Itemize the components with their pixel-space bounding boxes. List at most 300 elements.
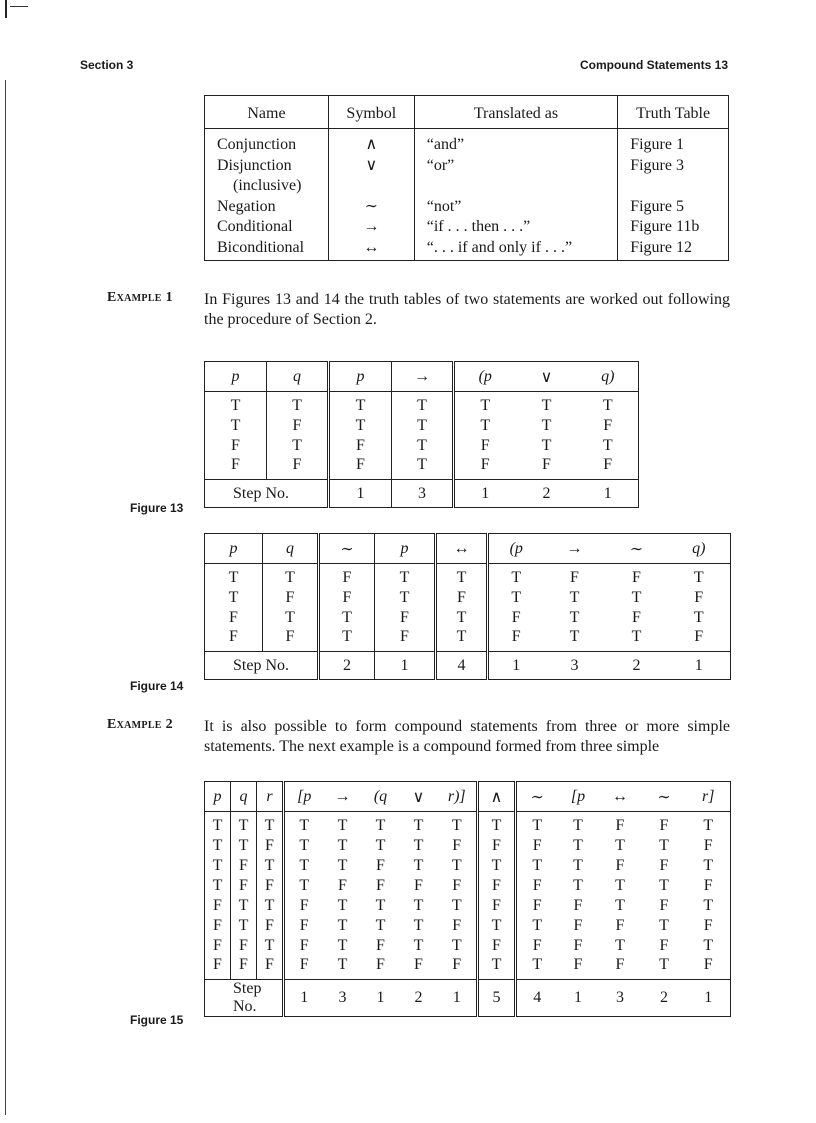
truth-value-cell: T [659, 956, 669, 974]
truth-value-cell: F [694, 588, 704, 606]
truth-table-header-cell: p [205, 362, 267, 392]
truth-value-cell: T [375, 588, 436, 608]
truth-value-cell: T [267, 392, 329, 416]
truth-value-cell: F [573, 896, 583, 914]
truth-value-cell: T [284, 836, 324, 856]
step-number-label: Step No. [205, 980, 284, 1017]
truth-table-row [205, 628, 731, 652]
truth-value-cell: T [212, 816, 223, 834]
truth-value-cell: T [257, 936, 284, 956]
truth-table-header-cell: p [205, 534, 263, 564]
truth-value-cell: F [478, 936, 516, 956]
step-number-label: Step No. [205, 480, 329, 508]
truth-value-cell: T [375, 836, 386, 854]
truth-value-cell: T [231, 812, 257, 836]
truth-value-cell: F [229, 628, 238, 646]
truth-value-cell: F [284, 896, 324, 916]
truth-value-cell: F [573, 916, 583, 934]
truth-value-cell: F [478, 896, 516, 916]
truth-value-cell: T [212, 856, 223, 874]
connective-name: Conjunction [217, 136, 297, 153]
truth-value-cell: T [231, 836, 257, 856]
truth-value-cell: T [488, 588, 544, 608]
step-number-cell: 1 [329, 480, 392, 508]
truth-value-cell: T [436, 608, 488, 628]
truth-value-cell: T [413, 856, 424, 874]
truth-table-header-cell: ↔ [599, 782, 642, 812]
truth-value-cell: F [263, 628, 319, 652]
truth-value-cell: T [541, 436, 552, 454]
truth-table-header-cell: ∧ [478, 782, 516, 812]
step-number-cell: 1 [438, 980, 478, 1017]
truth-value-cell: F [329, 456, 392, 480]
truth-value-cell: T [230, 416, 241, 434]
truth-value-cell: T [337, 816, 348, 834]
connective-figure [618, 176, 729, 197]
step-number-cell: 2 [400, 980, 438, 1017]
truth-value-cell: F [375, 628, 436, 652]
truth-value-cell: T [602, 436, 613, 454]
scan-edge-mark [5, 0, 7, 18]
connective-figure: Figure 5 [618, 197, 729, 218]
step-number-cell: 3 [599, 980, 642, 1017]
truth-value-cell: T [230, 396, 241, 414]
connective-figure: Figure 1 [618, 129, 729, 156]
truth-value-cell: T [615, 836, 625, 854]
truth-table-header-cell: ∨ [400, 782, 438, 812]
truth-table-row [205, 856, 731, 876]
figure-15-truth-table [204, 781, 731, 1017]
step-number-cell: 1 [668, 652, 731, 680]
truth-value-cell: T [375, 916, 386, 934]
truth-value-cell: F [703, 836, 713, 854]
truth-table-header-cell: ∼ [516, 782, 558, 812]
summary-row [205, 238, 729, 261]
truth-value-cell: T [284, 876, 324, 896]
truth-value-cell: F [284, 956, 324, 980]
truth-table-header-cell: r] [687, 782, 731, 812]
truth-value-cell: T [516, 916, 558, 936]
truth-value-cell: F [452, 916, 462, 934]
truth-table-header-cell: (p [488, 534, 544, 564]
truth-value-cell: F [632, 608, 641, 626]
truth-value-cell: T [631, 588, 642, 606]
connectives-summary-table [204, 95, 729, 261]
truth-value-cell: T [488, 564, 544, 588]
truth-table-header-row [205, 534, 731, 564]
truth-value-cell: T [228, 588, 239, 606]
truth-table-header-cell: (q [362, 782, 400, 812]
truth-value-cell: T [693, 608, 704, 626]
summary-row [205, 176, 729, 197]
truth-value-cell: T [284, 856, 324, 876]
connective-symbol: ∼ [328, 197, 414, 218]
truth-value-cell: T [337, 856, 348, 874]
truth-table-header-cell: (p [454, 362, 516, 392]
step-number-cell: 4 [436, 652, 488, 680]
truth-value-cell: F [213, 916, 222, 934]
truth-value-cell: F [284, 936, 324, 956]
figure-15-label: Figure 15 [130, 1013, 184, 1027]
truth-value-cell: T [451, 856, 462, 874]
truth-value-cell: T [257, 896, 284, 916]
truth-value-cell: F [376, 956, 385, 974]
step-number-cell: 2 [319, 652, 375, 680]
scan-edge-tick [10, 6, 28, 7]
truth-value-cell: F [603, 416, 613, 434]
truth-table-row [205, 608, 731, 628]
truth-value-cell: T [337, 956, 348, 974]
truth-value-cell: F [375, 608, 436, 628]
truth-value-cell: F [570, 568, 579, 586]
truth-value-cell: F [452, 876, 462, 894]
truth-value-cell: T [257, 812, 284, 836]
truth-value-cell: T [392, 456, 454, 480]
truth-value-cell: T [703, 936, 714, 954]
running-header-section: Section 3 [80, 58, 134, 72]
connective-translation: “not” [414, 197, 617, 218]
step-number-label: Step No. [205, 652, 319, 680]
truth-value-cell: F [231, 436, 240, 454]
truth-value-cell: F [703, 956, 713, 974]
step-number-row [205, 652, 731, 680]
connective-symbol: ∧ [328, 129, 414, 156]
summary-header-truth-table: Truth Table [618, 96, 729, 129]
step-number-cell: 1 [578, 480, 639, 508]
truth-value-cell: T [257, 856, 284, 876]
connective-name: Conditional [217, 218, 293, 235]
truth-value-cell: F [478, 876, 516, 896]
truth-value-cell: T [659, 916, 669, 934]
truth-value-cell: T [329, 392, 392, 416]
truth-value-cell: F [213, 896, 222, 914]
truth-value-cell: F [478, 836, 516, 856]
truth-value-cell: T [392, 436, 454, 456]
truth-value-cell: T [451, 936, 462, 954]
truth-table-row [205, 588, 731, 608]
step-number-cell: 1 [488, 652, 544, 680]
truth-value-cell: T [413, 916, 424, 934]
truth-value-cell: T [516, 856, 558, 876]
truth-value-cell: F [257, 916, 284, 936]
truth-value-cell: F [231, 936, 257, 956]
truth-value-cell: T [541, 416, 552, 434]
connective-translation: “or” [414, 156, 617, 177]
example-2-label: Example 2 [107, 717, 173, 732]
truth-value-cell: F [319, 564, 375, 588]
truth-value-cell: F [454, 436, 516, 456]
truth-value-cell: T [478, 956, 516, 980]
summary-header-translated: Translated as [414, 96, 617, 129]
truth-value-cell: F [603, 456, 613, 474]
truth-value-cell: F [694, 628, 704, 646]
truth-table-row [205, 836, 731, 856]
truth-table-header-cell: p [205, 782, 231, 812]
truth-value-cell: T [569, 628, 580, 646]
truth-value-cell: F [659, 896, 669, 914]
truth-table-row [205, 876, 731, 896]
truth-table-header-cell: p [329, 362, 392, 392]
truth-table-header-row [205, 362, 639, 392]
truth-value-cell: T [451, 816, 462, 834]
truth-value-cell: F [231, 456, 240, 474]
step-number-cell: 1 [362, 980, 400, 1017]
truth-table-row [205, 956, 731, 980]
truth-value-cell: F [376, 876, 385, 894]
truth-value-cell: F [659, 936, 669, 954]
truth-table-row [205, 416, 639, 436]
truth-value-cell: T [231, 896, 257, 916]
truth-value-cell: T [573, 876, 583, 894]
connective-name: Biconditional [217, 238, 305, 256]
truth-value-cell: F [414, 876, 423, 894]
truth-table-header-cell: ↔ [436, 534, 488, 564]
truth-table-header-cell: → [324, 782, 362, 812]
connective-symbol: ↔ [328, 238, 414, 261]
truth-value-cell: F [436, 588, 488, 608]
truth-value-cell: T [454, 416, 516, 436]
truth-value-cell: T [516, 812, 558, 836]
summary-row [205, 197, 729, 218]
connective-figure: Figure 3 [618, 156, 729, 177]
truth-value-cell: T [631, 628, 642, 646]
truth-value-cell: T [541, 396, 552, 414]
step-number-row [205, 480, 639, 508]
truth-value-cell: F [488, 628, 544, 652]
truth-value-cell: T [615, 896, 625, 914]
truth-value-cell: T [375, 816, 386, 834]
truth-value-cell: F [659, 856, 669, 874]
truth-value-cell: T [212, 836, 223, 854]
truth-value-cell: T [319, 608, 375, 628]
connective-symbol [328, 176, 414, 197]
summary-row [205, 217, 729, 238]
truth-value-cell: T [337, 896, 348, 914]
truth-value-cell: F [257, 836, 284, 856]
truth-value-cell: F [615, 816, 625, 834]
truth-table-row [205, 564, 731, 588]
truth-value-cell: T [375, 564, 436, 588]
step-number-cell: 5 [478, 980, 516, 1017]
truth-value-cell: F [267, 416, 329, 436]
truth-value-cell: T [267, 436, 329, 456]
truth-table-header-cell: q [231, 782, 257, 812]
truth-table-header-cell: ∼ [642, 782, 687, 812]
connective-name: Disjunction [217, 156, 292, 174]
truth-value-cell: T [319, 628, 375, 652]
truth-value-cell: T [392, 416, 454, 436]
truth-value-cell: F [703, 876, 713, 894]
truth-value-cell: F [213, 956, 222, 974]
connective-figure: Figure 12 [618, 238, 729, 261]
truth-table-row [205, 812, 731, 836]
step-number-cell: 1 [687, 980, 731, 1017]
example-1-text: In Figures 13 and 14 the truth tables of two statements are worked out following the procedure of Section 2. [204, 291, 730, 328]
truth-value-cell: T [231, 916, 257, 936]
truth-table-header-cell: → [392, 362, 454, 392]
truth-table-header-cell: q) [578, 362, 639, 392]
step-number-cell: 3 [392, 480, 454, 508]
truth-value-cell: F [516, 836, 558, 856]
truth-value-cell: F [632, 568, 641, 586]
truth-table-header-cell: p [375, 534, 436, 564]
truth-value-cell: F [257, 876, 284, 896]
truth-value-cell: F [573, 936, 583, 954]
truth-value-cell: T [703, 856, 714, 874]
truth-value-cell: T [337, 916, 348, 934]
truth-value-cell: T [329, 416, 392, 436]
example-2-text: It is also possible to form compound statements from three or more simple statements. The next example is a compound formed from three simple [204, 718, 730, 755]
truth-value-cell: F [615, 916, 625, 934]
truth-value-cell: F [454, 456, 516, 480]
figure-13-label: Figure 13 [130, 501, 184, 515]
truth-value-cell: F [414, 956, 423, 974]
truth-table-header-cell: ∼ [606, 534, 668, 564]
truth-value-cell: F [376, 936, 385, 954]
truth-table-row [205, 916, 731, 936]
example-1-label: Example 1 [107, 290, 173, 305]
truth-value-cell: F [659, 816, 669, 834]
step-number-cell: 1 [558, 980, 599, 1017]
truth-value-cell: F [542, 456, 551, 474]
truth-table-header-cell: → [544, 534, 606, 564]
summary-header-row [205, 96, 729, 129]
truth-value-cell: T [659, 836, 669, 854]
truth-value-cell: F [516, 936, 558, 956]
truth-value-cell: F [703, 916, 713, 934]
truth-value-cell: F [329, 436, 392, 456]
truth-value-cell: F [615, 856, 625, 874]
summary-header-symbol: Symbol [328, 96, 414, 129]
truth-value-cell: F [452, 836, 462, 854]
truth-value-cell: T [573, 816, 583, 834]
truth-value-cell: F [573, 956, 583, 974]
truth-table-row [205, 456, 639, 480]
truth-value-cell: F [263, 588, 319, 608]
truth-table-header-cell: ∼ [319, 534, 375, 564]
truth-table-header-cell: q [263, 534, 319, 564]
truth-value-cell: F [516, 896, 558, 916]
truth-value-cell: T [659, 876, 669, 894]
truth-value-cell: T [454, 392, 516, 416]
truth-value-cell: T [263, 608, 319, 628]
truth-value-cell: T [392, 392, 454, 416]
truth-table-header-cell: ∨ [516, 362, 578, 392]
truth-value-cell: F [319, 588, 375, 608]
step-number-cell: 3 [324, 980, 362, 1017]
truth-value-cell: T [478, 916, 516, 936]
truth-value-cell: T [212, 876, 223, 894]
truth-value-cell: T [516, 956, 558, 980]
connective-translation: “if . . . then . . .” [414, 217, 617, 238]
truth-value-cell: T [413, 936, 424, 954]
truth-table-header-cell: q) [668, 534, 731, 564]
truth-value-cell: F [452, 956, 462, 974]
truth-table-row [205, 392, 639, 416]
truth-value-cell: F [516, 876, 558, 896]
step-number-cell: 2 [642, 980, 687, 1017]
truth-value-cell: T [569, 588, 580, 606]
connective-figure: Figure 11b [618, 217, 729, 238]
truth-value-cell: T [436, 564, 488, 588]
connective-translation: “and” [414, 129, 617, 156]
step-number-cell: 2 [516, 480, 578, 508]
truth-value-cell: T [573, 856, 583, 874]
truth-table-header-cell: q [267, 362, 329, 392]
truth-value-cell: F [213, 936, 222, 954]
truth-value-cell: T [284, 812, 324, 836]
truth-value-cell: T [413, 816, 424, 834]
truth-value-cell: T [337, 936, 348, 954]
figure-13-truth-table [204, 361, 639, 508]
truth-value-cell: T [451, 896, 462, 914]
step-number-cell: 1 [454, 480, 516, 508]
truth-value-cell: T [703, 896, 714, 914]
truth-table-header-row [205, 782, 731, 812]
step-number-cell: 4 [516, 980, 558, 1017]
truth-table-header-cell: [p [558, 782, 599, 812]
truth-table-header-cell: [p [284, 782, 324, 812]
truth-value-cell: F [257, 956, 284, 980]
truth-value-cell: F [267, 456, 329, 480]
truth-value-cell: T [436, 628, 488, 652]
connective-name: Negation [217, 197, 276, 215]
truth-value-cell: T [337, 836, 348, 854]
truth-value-cell: F [231, 956, 257, 980]
figure-14-truth-table [204, 533, 731, 680]
step-number-cell: 1 [375, 652, 436, 680]
summary-header-name: Name [205, 96, 329, 129]
truth-value-cell: T [615, 876, 625, 894]
truth-value-cell: T [413, 836, 424, 854]
truth-value-cell: F [284, 916, 324, 936]
connective-name-note: (inclusive) [233, 177, 302, 194]
running-header-title: Compound Statements 13 [579, 58, 728, 72]
truth-value-cell: T [573, 836, 583, 854]
truth-table-row [205, 896, 731, 916]
connective-symbol: → [328, 217, 414, 238]
truth-value-cell: T [693, 568, 704, 586]
truth-table-header-cell: r [257, 782, 284, 812]
truth-value-cell: F [229, 608, 238, 626]
truth-value-cell: T [569, 608, 580, 626]
truth-value-cell: T [263, 564, 319, 588]
figure-14-label: Figure 14 [130, 679, 184, 693]
truth-value-cell: F [338, 876, 347, 894]
truth-table-row [205, 936, 731, 956]
truth-table-row [205, 436, 639, 456]
truth-value-cell: T [478, 812, 516, 836]
truth-value-cell: T [615, 936, 625, 954]
step-number-cell: 2 [606, 652, 668, 680]
truth-value-cell: F [376, 856, 385, 874]
truth-value-cell: F [231, 856, 257, 876]
truth-value-cell: T [228, 568, 239, 586]
truth-table-header-cell: r)] [438, 782, 478, 812]
truth-value-cell: T [602, 396, 613, 414]
step-number-cell: 1 [284, 980, 324, 1017]
truth-value-cell: T [375, 896, 386, 914]
summary-row [205, 156, 729, 177]
binding-edge-line [5, 80, 6, 1115]
step-number-cell: 3 [544, 652, 606, 680]
step-number-row [205, 980, 731, 1017]
summary-row [205, 129, 729, 156]
truth-value-cell: T [478, 856, 516, 876]
truth-value-cell: F [231, 876, 257, 896]
connective-translation [414, 176, 617, 197]
truth-value-cell: F [615, 956, 625, 974]
